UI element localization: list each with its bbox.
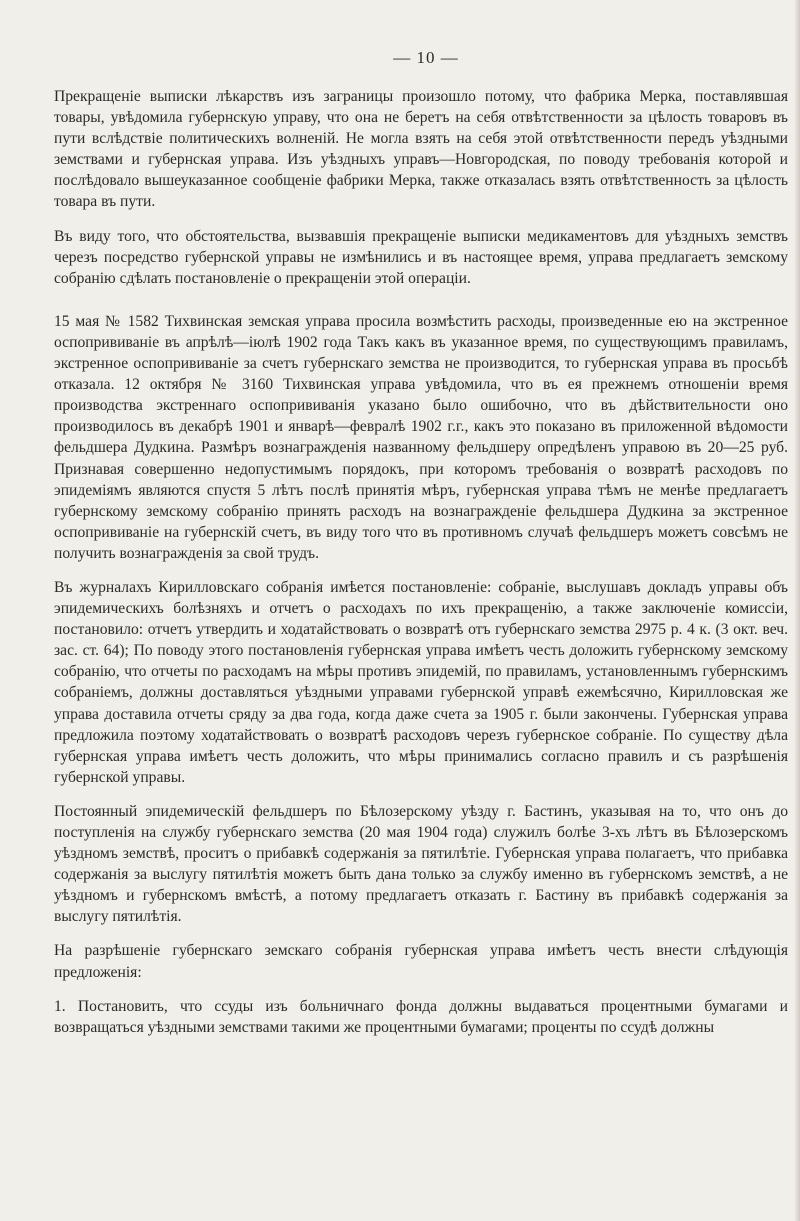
paragraph-bastin-salary: Постоянный эпидемическій фельдшеръ по Бѣлозерскому уѣзду г. Бастинъ, указывая на то, что онъ до поступленія на службу губернскаго земства (20 мая 1904 года) служилъ болѣе 3-хъ лѣтъ въ Бѣлозерскомъ уѣздномъ земствѣ, проситъ о прибавкѣ содержанія за пятилѣтіе. Губернская управа полагаетъ, что прибавка содержанія за выслугу пятилѣтія можетъ быть дана только за службу именно въ губернскомъ земствѣ, а не уѣздномъ и губернскомъ вмѣстѣ, а потому предлагаетъ отказать г. Бастину въ прибавкѣ содержанія за выслугу пятилѣтія. [54,802,788,926]
paragraph-kirillov-reports: Въ журналахъ Кирилловскаго собранія имѣется постановленіе: собраніе, выслушавъ докладъ управы объ эпидемическихъ болѣзняхъ и отчетъ о расходахъ по ихъ прекращенію, а также заключеніе комиссіи, постановило: отчетъ утвердить и ходатайствовать о возвратѣ отъ губернскаго земства 2975 р. 4 к. (3 окт. веч. зас. ст. 64); По поводу этого постановленія губернская управа имѣетъ честь доложить губернскому земскому собранію, что отчеты по расходамъ на мѣры противъ эпидемій, по правиламъ, установленнымъ губернскимъ собраніемъ, должны доставляться уѣздными управами губернской управѣ ежемѣсячно, Кирилловская же управа доставила отчеты сряду за два года, когда даже счета за 1905 г. были закончены. Губернская управа предложила поэтому ходатайствовать о возвратѣ расходовъ черезъ губернское собраніе. По существу дѣла губернская управа имѣетъ честь доложить, что мѣры принимались согласно правилъ и съ разрѣшенія губернской управы. [54,578,788,786]
page-edge-shadow [794,0,800,1221]
paragraph-proposals-intro: На разрѣшеніе губернскаго земскаго собранія губернская управа имѣетъ честь внести слѣдующія предложенія: [54,942,788,981]
paragraph-proposal-1: 1. Постановить, что ссуды изъ больничнаго фонда должны выдаваться процентными бумагами и возвращаться уѣздными земствами такими же процентными бумагами; проценты по ссудѣ должны [54,997,788,1036]
paragraph-proposal-stop: Въ виду того, что обстоятельства, вызвавшія прекращеніе выписки медикаментовъ для уѣздныхъ земствъ черезъ посредство губернской управы не измѣнились и въ настоящее время, управа предлагаетъ земскому собранію сдѣлать постановленіе о прекращеніи этой операціи. [54,227,788,287]
page-number: — 10 — [393,48,459,67]
paragraph-tikhvin-vaccination: 15 мая № 1582 Тихвинская земская управа просила возмѣстить расходы, произведенные ею на экстренное оспопрививаніе въ апрѣлѣ—іюлѣ 1902 года Такъ какъ въ указанное время, по существующимъ правиламъ, экстренное оспопрививаніе за счетъ губернскаго земства не производится, то губернская управа въ просьбѣ отказала. 12 октября № 3160 Тихвинская управа увѣдомила, что въ ея прежнемъ отношеніи время производства экстреннаго оспопрививанія указано было ошибочно, что въ дѣйствительности оно производилось въ декабрѣ 1901 и январѣ—февралѣ 1902 г.г., какъ это показано въ приложенной вѣдомости фельдшера Дудкина. Размѣръ вознагражденія названному фельдшеру опредѣленъ управою въ 20—25 руб. Признавая совершенно недопустимымъ порядокъ, при которомъ требованія о возвратѣ расходовъ по эпидеміямъ являются спустя 5 лѣтъ послѣ принятія мѣръ, губернская управа тѣмъ не менѣе предлагаетъ губернскому земскому собранію принять расходъ на вознагражденіе фельдшера Дудкина за экстренное оспопрививаніе на губернскій счетъ, въ виду того что въ противномъ случаѣ фельдшеръ можетъ совсѣмъ не получить вознагражденія за свой трудъ. [54,312,788,562]
paragraph-merck-supply: Прекращеніе выписки лѣкарствъ изъ заграницы произошло потому, что фабрика Мерка, поставлявшая товары, увѣдомила губернскую управу, что она не беретъ на себя отвѣтственности за цѣлость товаровъ въ пути вслѣдствіе политическихъ волненій. Не могла взять на себя этой отвѣтственности передъ уѣздными земствами и губернская управа. Изъ уѣздныхъ управъ—Новгородская, по поводу требованія которой и послѣдовало вышеуказанное сообщеніе фабрики Мерка, также отказалась взять отвѣтственность за цѣлость товара въ пути. [54,88,788,211]
